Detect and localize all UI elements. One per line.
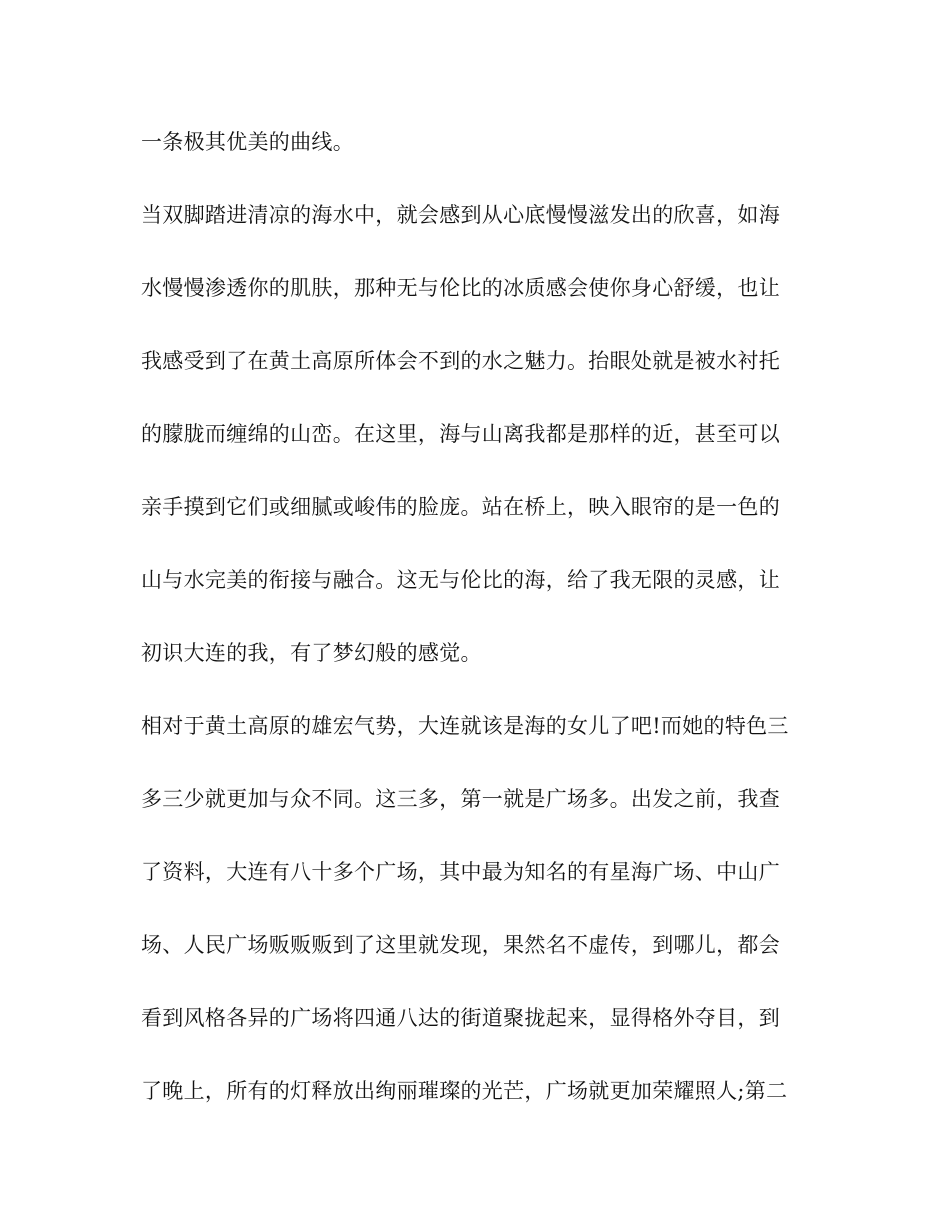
text-line: 我感受到了在黄土高原所体会不到的水之魅力。抬眼处就是被水衬托 xyxy=(141,349,780,373)
text-line: 多三少就更加与众不同。这三多，第一就是广场多。出发之前，我查 xyxy=(141,787,780,811)
text-line: 的朦胧而缠绵的山峦。在这里，海与山离我都是那样的近，甚至可以 xyxy=(141,422,780,446)
text-line: 当双脚踏进清凉的海水中，就会感到从心底慢慢滋发出的欣喜，如海 xyxy=(141,203,780,227)
text-line: 看到风格各异的广场将四通八达的街道聚拢起来，显得格外夺目，到 xyxy=(141,1006,780,1030)
text-line: 一条极其优美的曲线。 xyxy=(141,130,354,154)
text-line: 山与水完美的衔接与融合。这无与伦比的海，给了我无限的灵感，让 xyxy=(141,568,780,592)
text-line: 初识大连的我，有了梦幻般的感觉。 xyxy=(141,641,482,665)
text-line: 场、人民广场贩贩贩到了这里就发现，果然名不虚传，到哪儿，都会 xyxy=(141,933,780,957)
text-line: 水慢慢渗透你的肌肤，那种无与伦比的冰质感会使你身心舒缓，也让 xyxy=(141,276,780,300)
text-line: 了晚上，所有的灯释放出绚丽璀璨的光芒，广场就更加荣耀照人;第二 xyxy=(141,1079,788,1103)
text-line: 了资料，大连有八十多个广场，其中最为知名的有星海广场、中山广 xyxy=(141,860,780,884)
text-line: 相对于黄土高原的雄宏气势，大连就该是海的女儿了吧!而她的特色三 xyxy=(141,714,789,738)
text-line: 亲手摸到它们或细腻或峻伟的脸庞。站在桥上，映入眼帘的是一色的 xyxy=(141,495,780,519)
